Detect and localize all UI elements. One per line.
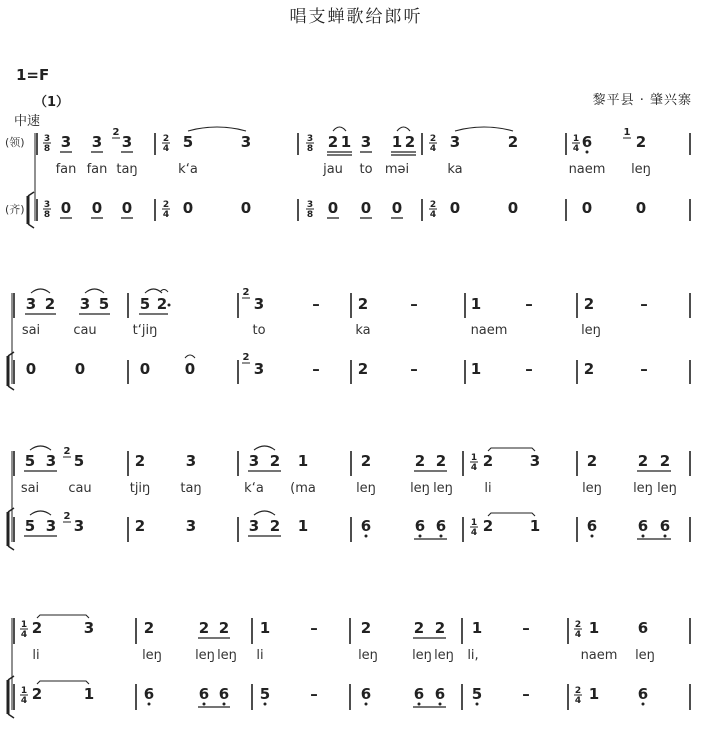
note-digit: 3 <box>248 517 260 535</box>
lyric-syllable: leŋ <box>657 481 677 496</box>
chorus-bracket-hook <box>8 546 14 550</box>
note-digit: 1 <box>259 619 271 637</box>
note-digit: 3 <box>240 133 252 151</box>
note-digit: 3 <box>73 517 85 535</box>
note-digit: 3 <box>185 452 197 470</box>
slur-arc <box>254 446 275 450</box>
lyric-syllable: k‘a <box>178 162 198 177</box>
note-digit: 2 <box>659 452 671 470</box>
low-octave-dot <box>476 703 479 706</box>
lyric-syllable: naem <box>580 648 618 663</box>
time-signature-numerator: 1 <box>470 453 478 463</box>
note-digit: 2 <box>507 133 519 151</box>
time-signature-numerator: 1 <box>470 518 478 528</box>
low-octave-dot <box>440 535 443 538</box>
lyric-syllable: taŋ <box>116 162 138 177</box>
lyric-syllable: cau <box>73 323 97 338</box>
note-digit: 1 <box>588 685 600 703</box>
time-signature-numerator: 2 <box>429 134 437 144</box>
low-octave-dot <box>642 535 645 538</box>
low-octave-dot <box>642 703 645 706</box>
note-digit: 0 <box>581 199 593 217</box>
note-digit: 2 <box>218 619 230 637</box>
time-signature-numerator: 2 <box>162 200 170 210</box>
note-digit: 3 <box>79 295 91 313</box>
note-digit: 2 <box>31 619 43 637</box>
low-octave-dot <box>664 535 667 538</box>
note-digit: 5 <box>182 133 194 151</box>
note-digit: – <box>525 360 533 378</box>
note-digit: 3 <box>45 452 57 470</box>
note-digit: 2 <box>586 452 598 470</box>
note-digit: 2 <box>134 452 146 470</box>
note-digit: 2 <box>404 133 416 151</box>
lyric-syllable: ka <box>355 323 371 338</box>
time-signature-denominator: 8 <box>306 210 314 220</box>
slur-arc <box>455 127 513 131</box>
note-digit: 1 <box>471 619 483 637</box>
chorus-bracket-hook <box>8 352 14 356</box>
note-digit: 2 <box>583 295 595 313</box>
low-octave-dot <box>365 703 368 706</box>
note-digit: 2 <box>635 133 647 151</box>
note-digit: 0 <box>60 199 72 217</box>
note-digit: 2 <box>198 619 210 637</box>
note-digit: 6 <box>414 517 426 535</box>
note-digit: 0 <box>635 199 647 217</box>
slur-arc <box>85 289 104 293</box>
note-digit: 2 <box>413 619 425 637</box>
note-digit: 2 <box>269 517 281 535</box>
low-octave-dot <box>203 703 206 706</box>
note-digit: 2 <box>360 452 372 470</box>
note-digit: 3 <box>529 452 541 470</box>
lyric-syllable: leŋ <box>412 648 432 663</box>
time-signature-numerator: 1 <box>572 134 580 144</box>
slur-arc <box>333 127 346 131</box>
note-digit: 6 <box>581 133 593 151</box>
time-signature-denominator: 8 <box>43 210 51 220</box>
note-digit: 1 <box>297 452 309 470</box>
grace-note: 2 <box>112 127 120 138</box>
note-digit: 0 <box>327 199 339 217</box>
grace-note: 2 <box>63 446 71 457</box>
note-digit: 0 <box>139 360 151 378</box>
lyric-syllable: fan <box>55 162 77 177</box>
note-digit: 3 <box>121 133 133 151</box>
note-digit: – <box>310 619 318 637</box>
part-label-lead: (领) <box>5 136 25 149</box>
note-digit: 6 <box>360 685 372 703</box>
note-digit: 5 <box>24 452 36 470</box>
lyric-syllable: leŋ <box>582 481 602 496</box>
note-digit: 5 <box>259 685 271 703</box>
lyric-syllable: sai <box>20 481 40 496</box>
tie-arc <box>37 615 89 618</box>
lyric-syllable: leŋ <box>633 481 653 496</box>
note-digit: 5 <box>24 517 36 535</box>
lyric-syllable: leŋ <box>434 648 454 663</box>
chorus-bracket-hook <box>28 224 34 228</box>
grace-note: 2 <box>242 287 250 298</box>
time-signature-numerator: 3 <box>43 200 51 210</box>
note-digit: 2 <box>357 295 369 313</box>
time-signature-denominator: 4 <box>162 144 170 154</box>
note-digit: 0 <box>184 360 196 378</box>
lyric-syllable: leŋ <box>142 648 162 663</box>
note-digit: 0 <box>360 199 372 217</box>
slur-arc <box>31 289 50 293</box>
slur-arc <box>145 289 162 293</box>
note-digit: 0 <box>391 199 403 217</box>
note-digit: 0 <box>507 199 519 217</box>
note-digit: 0 <box>121 199 133 217</box>
lyric-syllable: k‘a <box>244 481 264 496</box>
note-digit: – <box>522 685 530 703</box>
lyric-syllable: leŋ <box>358 648 378 663</box>
lyric-syllable: li <box>32 648 40 663</box>
lyric-syllable: leŋ <box>433 481 453 496</box>
note-digit: – <box>310 685 318 703</box>
low-octave-dot <box>439 703 442 706</box>
lyric-syllable: li <box>484 481 492 496</box>
time-signature-denominator: 4 <box>429 210 437 220</box>
note-digit: – <box>312 360 320 378</box>
note-digit: 0 <box>74 360 86 378</box>
note-digit: 2 <box>31 685 43 703</box>
time-signature-numerator: 3 <box>43 134 51 144</box>
grace-note: 2 <box>242 352 250 363</box>
time-signature-denominator: 8 <box>43 144 51 154</box>
lyric-syllable: leŋ <box>635 648 655 663</box>
lyric-syllable: naem <box>568 162 606 177</box>
lyric-syllable: (ma <box>290 481 316 496</box>
part-label-chorus: (齐) <box>5 203 25 216</box>
note-digit: 3 <box>45 517 57 535</box>
lyric-syllable: sai <box>21 323 41 338</box>
time-signature-denominator: 4 <box>162 210 170 220</box>
time-signature-denominator: 4 <box>574 696 582 706</box>
time-signature-numerator: 2 <box>429 200 437 210</box>
lyric-syllable: to <box>359 162 373 177</box>
note-digit: 1 <box>588 619 600 637</box>
slur-arc <box>397 127 410 131</box>
note-digit: – <box>410 295 418 313</box>
augmentation-dot <box>168 304 171 307</box>
tie-arc <box>488 448 535 451</box>
time-signature-numerator: 1 <box>20 620 28 630</box>
note-digit: 2 <box>434 619 446 637</box>
note-digit: – <box>640 295 648 313</box>
note-digit: 3 <box>60 133 72 151</box>
note-digit: 1 <box>297 517 309 535</box>
key-signature: 1=F <box>16 66 50 84</box>
note-digit: 2 <box>360 619 372 637</box>
lyric-syllable: leŋ <box>195 648 215 663</box>
lyric-syllable: li <box>256 648 264 663</box>
lyric-syllable: leŋ <box>217 648 237 663</box>
lyric-syllable: məi <box>384 162 410 177</box>
note-digit: 2 <box>327 133 339 151</box>
tie-arc <box>37 681 89 684</box>
lyric-syllable: cau <box>68 481 92 496</box>
lyric-syllable: naem <box>470 323 508 338</box>
note-digit: 6 <box>198 685 210 703</box>
note-digit: 6 <box>143 685 155 703</box>
time-signature-denominator: 4 <box>470 528 478 538</box>
low-octave-dot <box>223 703 226 706</box>
note-digit: 1 <box>340 133 352 151</box>
time-signature-denominator: 8 <box>306 144 314 154</box>
note-digit: 6 <box>413 685 425 703</box>
note-digit: 6 <box>637 517 649 535</box>
lyric-syllable: leŋ <box>356 481 376 496</box>
time-signature-denominator: 4 <box>470 463 478 473</box>
lyric-syllable: leŋ <box>631 162 651 177</box>
low-octave-dot <box>419 535 422 538</box>
time-signature-denominator: 4 <box>572 144 580 154</box>
time-signature-numerator: 3 <box>306 200 314 210</box>
score-title: 唱支蝉歌给郎听 <box>289 7 423 27</box>
time-signature-denominator: 4 <box>574 630 582 640</box>
low-octave-dot <box>586 151 589 154</box>
note-digit: 2 <box>269 452 281 470</box>
note-digit: 2 <box>414 452 426 470</box>
low-octave-dot <box>264 703 267 706</box>
note-digit: 3 <box>253 360 265 378</box>
note-digit: 2 <box>134 517 146 535</box>
note-digit: 0 <box>449 199 461 217</box>
note-digit: 3 <box>83 619 95 637</box>
note-digit: 0 <box>25 360 37 378</box>
time-signature-numerator: 3 <box>306 134 314 144</box>
slur-arc <box>254 511 275 515</box>
time-signature-numerator: 2 <box>162 134 170 144</box>
note-digit: 6 <box>586 517 598 535</box>
note-digit: – <box>525 295 533 313</box>
time-signature-numerator: 1 <box>20 686 28 696</box>
chorus-bracket-hook <box>8 386 14 390</box>
note-digit: – <box>522 619 530 637</box>
time-signature-denominator: 4 <box>20 630 28 640</box>
note-digit: 3 <box>185 517 197 535</box>
low-octave-dot <box>591 535 594 538</box>
lyric-syllable: jau <box>323 162 343 177</box>
note-digit: 0 <box>91 199 103 217</box>
note-digit: 5 <box>139 295 151 313</box>
source-attribution: 黎平县 · 肇兴寨 <box>592 93 692 108</box>
slur-arc <box>188 127 246 131</box>
note-digit: 0 <box>182 199 194 217</box>
time-signature-numerator: 2 <box>574 686 582 696</box>
chorus-bracket-hook <box>8 676 14 680</box>
section-number: （1） <box>34 95 70 110</box>
tempo-marking: 中速 <box>14 114 41 129</box>
grace-note: 1 <box>623 127 631 138</box>
note-digit: 2 <box>143 619 155 637</box>
note-digit: 5 <box>73 452 85 470</box>
note-digit: 2 <box>357 360 369 378</box>
slur-arc <box>30 511 51 515</box>
lyric-syllable: li, <box>467 648 479 663</box>
time-signature-numerator: 2 <box>574 620 582 630</box>
lyric-syllable: to <box>252 323 266 338</box>
note-digit: 1 <box>529 517 541 535</box>
lyric-syllable: fan <box>86 162 108 177</box>
note-digit: – <box>410 360 418 378</box>
time-signature-denominator: 4 <box>20 696 28 706</box>
note-digit: 2 <box>583 360 595 378</box>
note-digit: 2 <box>482 452 494 470</box>
chorus-bracket-hook <box>8 508 14 512</box>
grace-note: 2 <box>63 511 71 522</box>
note-digit: 6 <box>637 685 649 703</box>
note-digit: 3 <box>449 133 461 151</box>
lyric-syllable: t‘jiŋ <box>132 323 158 338</box>
lyric-syllable: taŋ <box>180 481 202 496</box>
tie-arc <box>488 513 535 516</box>
note-digit: 2 <box>44 295 56 313</box>
note-digit: 3 <box>25 295 37 313</box>
note-digit: – <box>640 360 648 378</box>
low-octave-dot <box>365 535 368 538</box>
note-digit: 5 <box>471 685 483 703</box>
note-digit: 6 <box>659 517 671 535</box>
note-digit: 1 <box>391 133 403 151</box>
time-signature-denominator: 4 <box>429 144 437 154</box>
note-digit: 2 <box>156 295 168 313</box>
note-digit: – <box>312 295 320 313</box>
slur-arc <box>30 446 51 450</box>
lyric-syllable: leŋ <box>410 481 430 496</box>
note-digit: 6 <box>218 685 230 703</box>
lyric-syllable: ka <box>447 162 463 177</box>
fermata-arc <box>185 355 195 358</box>
note-digit: 6 <box>434 685 446 703</box>
note-digit: 3 <box>248 452 260 470</box>
low-octave-dot <box>418 703 421 706</box>
chorus-bracket-hook <box>28 192 34 196</box>
chorus-bracket-hook <box>8 714 14 718</box>
note-digit: 6 <box>637 619 649 637</box>
note-digit: 3 <box>360 133 372 151</box>
note-digit: 2 <box>482 517 494 535</box>
note-digit: 2 <box>637 452 649 470</box>
note-digit: 1 <box>470 295 482 313</box>
note-digit: 0 <box>240 199 252 217</box>
note-digit: 1 <box>470 360 482 378</box>
note-digit: 5 <box>98 295 110 313</box>
note-digit: 1 <box>83 685 95 703</box>
low-octave-dot <box>148 703 151 706</box>
lyric-syllable: tjiŋ <box>129 481 151 496</box>
note-digit: 3 <box>91 133 103 151</box>
note-digit: 2 <box>435 452 447 470</box>
lyric-syllable: leŋ <box>581 323 601 338</box>
note-digit: 6 <box>360 517 372 535</box>
note-digit: 3 <box>253 295 265 313</box>
note-digit: 6 <box>435 517 447 535</box>
